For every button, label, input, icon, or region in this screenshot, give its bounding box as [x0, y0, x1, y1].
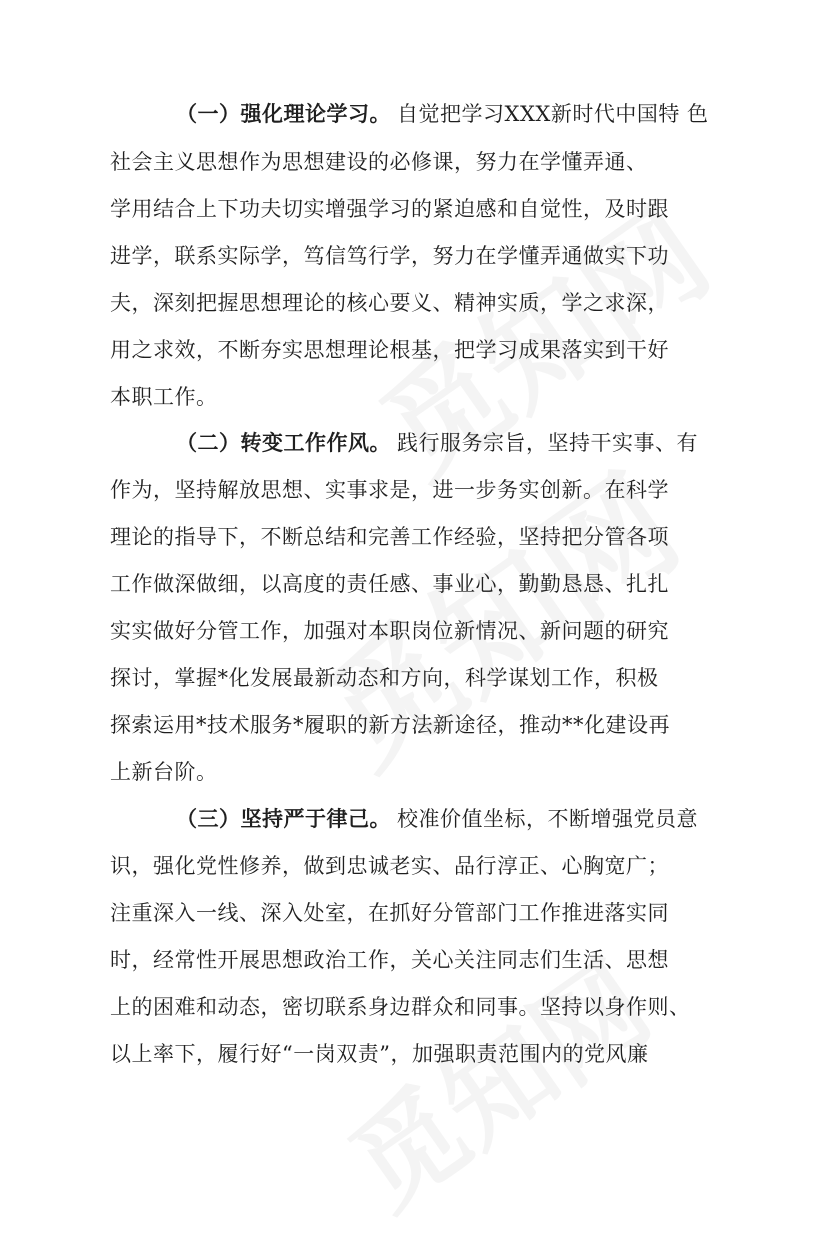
paragraph-line: 自觉把学习XXX新时代中国特 色: [397, 102, 709, 126]
paragraph-line: 本职工作。: [110, 385, 218, 409]
paragraph-line: 识，强化党性修养，做到忠诚老实、品行淳正、心胸宽广；: [110, 854, 669, 878]
paragraph-line: 进学，联系实际学，笃信笃行学，努力在学懂弄通做实下功: [110, 244, 669, 268]
paragraph-line: 践行服务宗旨，坚持干实事、有: [397, 431, 698, 455]
section-3-heading: （三）坚持严于律己。: [176, 807, 391, 831]
paragraph-line: 上新台阶。: [110, 760, 218, 784]
paragraph-line: 社会主义思想作为思想建设的必修课，努力在学懂弄通、: [110, 150, 648, 174]
paragraph-line: 探讨，掌握*化发展最新动态和方向，科学谋划工作，积极: [110, 666, 659, 690]
paragraph-line: 时，经常性开展思想政治工作，关心关注同志们生活、思想: [110, 948, 669, 972]
paragraph-line: 用之求效，不断夯实思想理论根基，把学习成果落实到干好: [110, 338, 669, 362]
paragraph-line: 夫，深刻把握思想理论的核心要义、精神实质，学之求深，: [110, 291, 669, 315]
paragraph-line: 上的困难和动态，密切联系身边群众和同事。坚持以身作则、: [110, 995, 691, 1019]
paragraph-line: 校准价值坐标，不断增强党员意: [397, 807, 698, 831]
paragraph-line: 注重深入一线、深入处室，在抓好分管部门工作推进落实同: [110, 901, 669, 925]
section-2-heading: （二）转变工作作风。: [176, 431, 391, 455]
paragraph-line: 理论的指导下，不断总结和完善工作经验，坚持把分管各项: [110, 525, 669, 549]
paragraph-line: 以上率下，履行好“一岗双责”，加强职责范围内的党风廉: [110, 1042, 649, 1066]
paragraph-line: 学用结合上下功夫切实增强学习的紧迫感和自觉性，及时跟: [110, 197, 669, 221]
section-1-heading: （一）强化理论学习。: [176, 102, 391, 126]
paragraph-line: 探索运用*技术服务*履职的新方法新途径，推动**化建设再: [110, 713, 670, 737]
paragraph-line: 作为，坚持解放思想、实事求是，进一步务实创新。在科学: [110, 478, 669, 502]
paragraph-line: 工作做深做细，以高度的责任感、事业心，勤勤恳恳、扎扎: [110, 572, 669, 596]
paragraph-line: 实实做好分管工作，加强对本职岗位新情况、新问题的研究: [110, 619, 669, 643]
